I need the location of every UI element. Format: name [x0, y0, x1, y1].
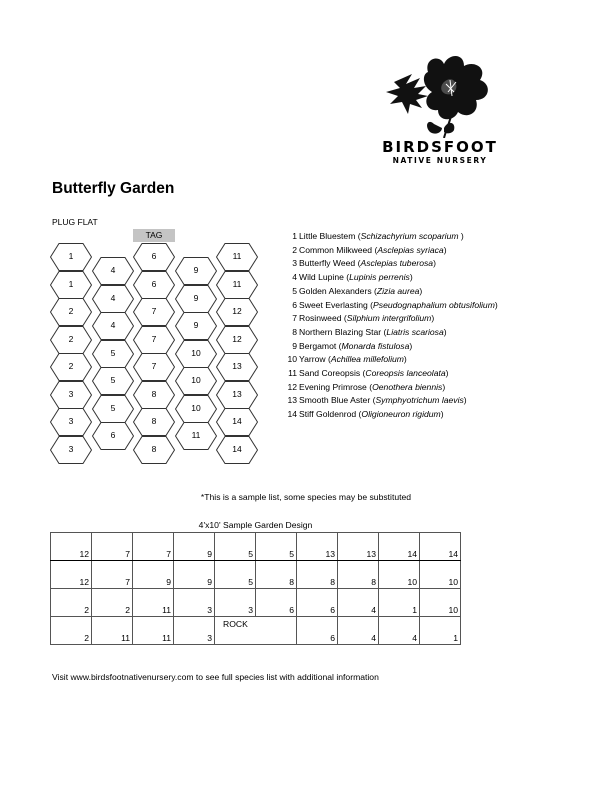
violet-flower-icon: [384, 52, 496, 138]
species-common-name: Smooth Blue Aster: [299, 395, 371, 406]
plug-cell: [50, 381, 92, 409]
species-latin-name: Achillea millefolium: [330, 354, 404, 365]
species-number: 12: [287, 381, 297, 392]
plug-cell-number: 5: [110, 402, 116, 413]
garden-cell: 14: [379, 533, 420, 561]
species-number: 1: [292, 231, 297, 241]
garden-cell: 2: [51, 617, 92, 645]
plug-cell-number: 10: [191, 375, 201, 385]
garden-cell: 6: [256, 589, 297, 617]
species-common-name: Rosinweed: [299, 313, 342, 324]
species-number: 13: [287, 395, 297, 406]
plug-cell: [92, 312, 134, 340]
plug-cell-number: 6: [110, 430, 116, 440]
plug-cell: [133, 436, 175, 464]
garden-cell: 12: [51, 561, 92, 589]
plug-cell: [175, 312, 217, 340]
species-item: 1 Little Bluestem (Schizachyrium scoparium ): [284, 230, 498, 244]
species-number: 4: [292, 272, 297, 283]
plug-cell: [216, 436, 258, 464]
garden-cell: 8: [338, 561, 379, 589]
species-item: 10 Yarrow (Achillea millefolium): [284, 353, 498, 367]
species-item: 14 Stiff Goldenrod (Oligioneuron rigidum): [284, 408, 498, 422]
garden-row: [51, 617, 461, 645]
plug-cell-number: 9: [193, 320, 199, 330]
species-number: 8: [292, 326, 297, 337]
plug-cell-number: 1: [68, 278, 74, 289]
species-common-name: Yarrow: [299, 354, 326, 365]
species-number: 11: [288, 368, 297, 379]
plug-cell-number: 10: [191, 347, 201, 358]
plug-cell: [175, 367, 217, 395]
plug-cell: [92, 422, 134, 450]
plug-cell-number: 4: [110, 320, 116, 330]
species-common-name: Wild Lupine: [299, 272, 344, 283]
species-item: 2 Common Milkweed (Asclepias syriaca): [284, 244, 498, 258]
plug-cell-number: 3: [68, 388, 74, 399]
garden-cell: 13: [297, 533, 338, 561]
plug-cell: [216, 408, 258, 436]
species-list: [284, 230, 498, 422]
species-item: 12 Evening Primrose (Oenothera biennis): [284, 381, 498, 395]
plug-cell-number: 13: [232, 388, 242, 399]
plug-cell: [50, 353, 92, 381]
plug-column: [133, 243, 175, 463]
species-item: 9 Bergamot (Monarda fistulosa): [284, 340, 498, 354]
plug-cell-number: 10: [191, 402, 201, 413]
plug-cell: [92, 340, 134, 368]
species-number: 5: [292, 285, 297, 296]
garden-cell: 9: [174, 561, 215, 589]
garden-cell: 12: [51, 533, 92, 561]
plug-cell-number: 2: [68, 306, 74, 316]
brand-name: BIRDSFOOT: [382, 138, 498, 156]
plug-cell: [133, 243, 175, 271]
species-common-name: Evening Primrose: [299, 381, 367, 392]
species-latin-name: Oenothera biennis: [372, 381, 443, 392]
species-common-name: Little Bluestem: [299, 231, 356, 241]
plug-cell-number: 4: [110, 292, 116, 303]
plug-cell-number: 8: [151, 443, 157, 454]
plug-cell-number: 13: [232, 361, 242, 371]
species-common-name: Northern Blazing Star: [299, 326, 382, 337]
garden-cell: 5: [256, 533, 297, 561]
plug-cell-number: 9: [193, 292, 199, 303]
plug-cell-number: 1: [68, 251, 74, 261]
plug-column: [50, 243, 92, 463]
plug-cell: [50, 298, 92, 326]
garden-cell: 7: [92, 561, 133, 589]
species-latin-name: Pseudognaphalium obtusifolium: [373, 299, 495, 310]
garden-cell: 3: [215, 589, 256, 617]
footer-note: Visit www.birdsfootnativenursery.com to see full species list with additional information: [52, 672, 379, 682]
garden-cell: 8: [297, 561, 338, 589]
plug-cell-number: 2: [68, 333, 74, 344]
species-number: 2: [292, 244, 297, 255]
garden-cell: 11: [92, 617, 133, 645]
substitution-note: *This is a sample list, some species may be substituted: [200, 492, 412, 502]
species-common-name: Bergamot: [299, 340, 337, 351]
garden-cell: 5: [215, 533, 256, 561]
plug-cell: [175, 340, 217, 368]
plug-cell-number: 7: [151, 361, 157, 371]
plug-cell: [92, 395, 134, 423]
plug-column: [216, 243, 258, 463]
plug-cell-number: 3: [68, 443, 74, 454]
species-item: 6 Sweet Everlasting (Pseudognaphalium obtusifolium): [284, 299, 498, 313]
plug-cell-number: 8: [151, 388, 157, 399]
plug-cell-number: 9: [193, 265, 199, 275]
species-latin-name: Silphium intergrifolium: [346, 313, 432, 324]
species-common-name: Stiff Goldenrod: [299, 409, 357, 420]
plug-cell: [216, 243, 258, 271]
garden-cell: 13: [338, 533, 379, 561]
garden-cell: 10: [379, 561, 420, 589]
species-latin-name: Monarda fistulosa: [341, 340, 410, 351]
species-latin-name: Asclepias tuberosa: [360, 258, 434, 269]
species-item: 5 Golden Alexanders (Zizia aurea): [284, 285, 498, 299]
garden-cell: 10: [420, 589, 461, 617]
plug-cell-number: 2: [68, 361, 74, 371]
species-latin-name: Oligioneuron rigidum: [361, 409, 441, 420]
species-item: 7 Rosinweed (Silphium intergrifolium): [284, 312, 498, 326]
plug-cell: [216, 298, 258, 326]
garden-cell: 11: [133, 617, 174, 645]
species-number: 14: [287, 409, 297, 420]
plug-cell: [50, 243, 92, 271]
plug-cell: [50, 326, 92, 354]
garden-row: [51, 533, 461, 561]
species-common-name: Butterfly Weed: [299, 258, 356, 269]
plug-cell: [216, 271, 258, 299]
plug-cell-number: 7: [151, 306, 157, 316]
garden-cell: 10: [420, 561, 461, 589]
species-number: 7: [292, 313, 297, 324]
garden-cell: 7: [133, 533, 174, 561]
garden-cell: 9: [133, 561, 174, 589]
plug-column: [175, 257, 217, 450]
plug-flat-label: PLUG FLAT: [52, 217, 98, 227]
plug-cell-number: 5: [110, 375, 116, 385]
page-title: Butterfly Garden: [52, 180, 175, 197]
plug-cell: [133, 381, 175, 409]
plug-column: [92, 257, 134, 450]
species-item: 3 Butterfly Weed (Asclepias tuberosa): [284, 257, 498, 271]
species-latin-name: Coreopsis lanceolata: [365, 368, 446, 379]
species-common-name: Common Milkweed: [299, 244, 373, 255]
garden-cell: 1: [379, 589, 420, 617]
species-number: 6: [292, 299, 297, 310]
species-number: 10: [287, 354, 297, 365]
plug-cell: [133, 271, 175, 299]
species-item: 4 Wild Lupine (Lupinis perrenis): [284, 271, 498, 285]
species-latin-name: Asclepias syriaca: [377, 244, 444, 255]
plug-cell-number: 11: [232, 251, 242, 261]
brand-logo: [372, 52, 508, 172]
garden-cell: 3: [174, 617, 215, 645]
tag-label: TAG: [133, 229, 175, 242]
species-latin-name: Symphyotrichum laevis: [375, 395, 464, 406]
species-latin-name: Schizachyrium scoparium: [360, 231, 461, 241]
garden-cell: 14: [420, 533, 461, 561]
garden-cell: 8: [256, 561, 297, 589]
rock-cell: ROCK: [215, 617, 297, 645]
plug-cell-number: 7: [151, 333, 157, 344]
garden-cell: 7: [92, 533, 133, 561]
plug-cell-number: 8: [151, 416, 157, 426]
garden-cell: 5: [215, 561, 256, 589]
species-latin-name: Liatris scariosa: [386, 326, 444, 337]
species-item: 11 Sand Coreopsis (Coreopsis lanceolata): [284, 367, 498, 381]
garden-cell: 11: [133, 589, 174, 617]
plug-cell: [175, 422, 217, 450]
species-common-name: Golden Alexanders: [299, 285, 372, 296]
plug-cell-number: 11: [191, 430, 201, 440]
plug-cell: [175, 257, 217, 285]
plug-cell-number: 12: [232, 306, 242, 316]
plug-cell: [92, 367, 134, 395]
species-number: 3: [292, 258, 297, 269]
garden-cell: 4: [338, 617, 379, 645]
plug-cell-number: 6: [151, 278, 157, 289]
plug-cell-number: 11: [232, 278, 242, 289]
garden-row: [51, 589, 461, 617]
garden-cell: 9: [174, 533, 215, 561]
species-latin-name: Lupinis perrenis: [349, 272, 410, 283]
plug-cell: [216, 353, 258, 381]
brand-subtitle: NATIVE NURSERY: [392, 156, 488, 165]
plug-cell: [133, 298, 175, 326]
plug-cell: [50, 436, 92, 464]
species-number: 9: [292, 340, 297, 351]
garden-cell: 1: [420, 617, 461, 645]
garden-cell: 2: [51, 589, 92, 617]
plug-cell: [133, 353, 175, 381]
plug-cell: [50, 271, 92, 299]
plug-cell-number: 4: [110, 265, 116, 275]
plug-cell-number: 3: [68, 416, 74, 426]
garden-design-table: [50, 532, 461, 645]
garden-cell: 6: [297, 589, 338, 617]
plug-cell-number: 14: [232, 443, 242, 454]
plug-cell: [133, 326, 175, 354]
species-common-name: Sand Coreopsis: [299, 368, 361, 379]
plug-cell: [216, 381, 258, 409]
species-item: 13 Smooth Blue Aster (Symphyotrichum laevis): [284, 394, 498, 408]
plug-cell: [216, 326, 258, 354]
garden-cell: 2: [92, 589, 133, 617]
species-common-name: Sweet Everlasting: [299, 299, 368, 310]
plug-cell: [175, 285, 217, 313]
garden-cell: 4: [338, 589, 379, 617]
plug-cell-number: 6: [151, 251, 157, 261]
plug-cell: [133, 408, 175, 436]
garden-design-title: 4'x10' Sample Garden Design: [198, 520, 313, 530]
garden-cell: 3: [174, 589, 215, 617]
garden-row: [51, 561, 461, 589]
plug-cell-number: 14: [232, 416, 242, 426]
species-item: 8 Northern Blazing Star (Liatris scariosa): [284, 326, 498, 340]
plug-cell: [92, 285, 134, 313]
species-latin-name: Zizia aurea: [376, 285, 420, 296]
plug-cell-number: 5: [110, 347, 116, 358]
garden-cell: 4: [379, 617, 420, 645]
plug-cell-number: 12: [232, 333, 242, 344]
plug-cell: [175, 395, 217, 423]
plug-cell: [92, 257, 134, 285]
plug-cell: [50, 408, 92, 436]
garden-cell: 6: [297, 617, 338, 645]
